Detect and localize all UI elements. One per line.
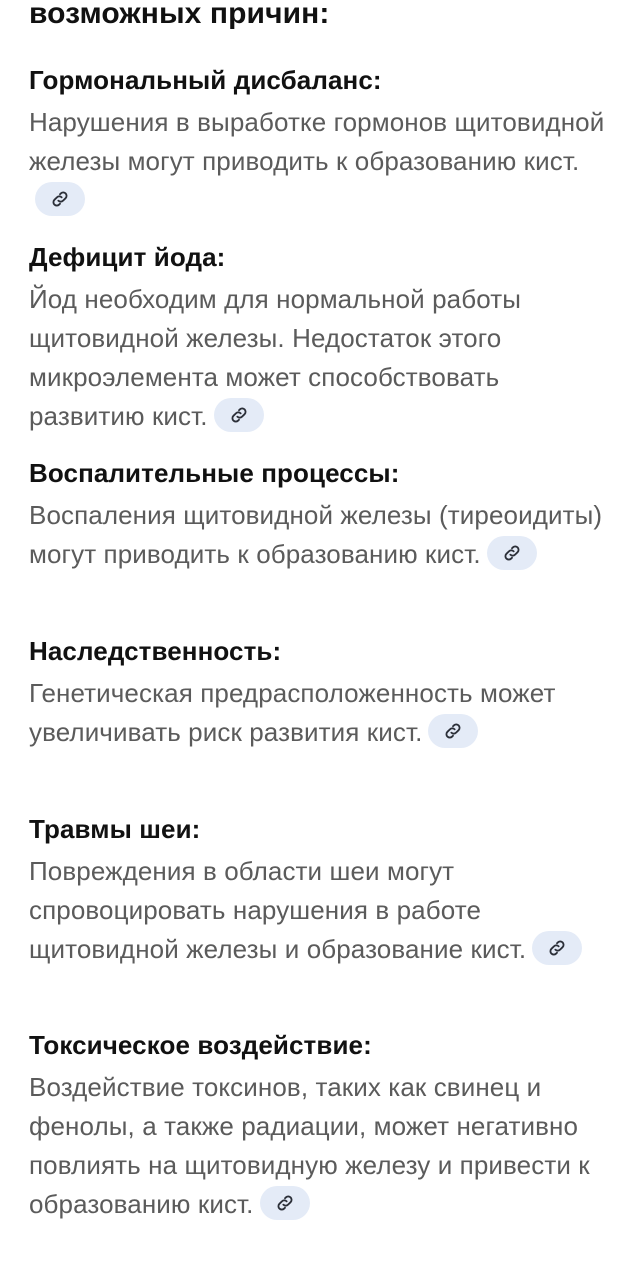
cause-title: Токсическое воздействие: (29, 1030, 372, 1060)
cause-text: Йод необходим для нормальной работы щитовидной железы. Недостаток этого микроэлемента может способствовать развитию кист. (29, 284, 522, 431)
cause-text: Генетическая предрасположенность может увеличивать риск развития кист. (29, 678, 556, 747)
source-link-button[interactable] (428, 714, 478, 748)
cause-title: Травмы шеи: (29, 814, 201, 844)
cause-title: Наследственность: (29, 636, 282, 666)
link-icon (229, 405, 249, 425)
cause-text: Нарушения в выработке гормонов щитовидной железы могут приводить к образованию кист. (29, 107, 605, 176)
cause-description (29, 103, 614, 220)
cause-text: Воздействие токсинов, таких как свинец и фенолы, а также радиации, может негативно повлиять на щитовидную железу и привести к образованию кист. (29, 1072, 590, 1219)
link-icon (50, 189, 70, 209)
cause-description (29, 1068, 614, 1224)
cause-item-inflammation (29, 456, 614, 574)
cause-title: Гормональный дисбаланс: (29, 65, 382, 95)
cause-title: Воспалительные процессы: (29, 458, 400, 488)
source-link-button[interactable] (487, 536, 537, 570)
source-link-button[interactable] (35, 182, 85, 216)
link-icon (547, 938, 567, 958)
cause-text: Воспаления щитовидной железы (тиреоидиты) могут приводить к образованию кист. (29, 500, 603, 569)
cause-text: Повреждения в области шеи могут спровоцировать нарушения в работе щитовидной железы и образование кист. (29, 856, 527, 964)
cause-item-neck-trauma (29, 812, 614, 969)
source-link-button[interactable] (260, 1186, 310, 1220)
link-icon (502, 543, 522, 563)
cause-description (29, 280, 614, 436)
source-link-button[interactable] (532, 931, 582, 965)
link-icon (443, 721, 463, 741)
cause-item-iodine (29, 240, 614, 436)
cause-description (29, 674, 614, 752)
cause-description (29, 496, 614, 574)
cause-item-toxic-exposure (29, 1028, 614, 1224)
cause-title: Дефицит йода: (29, 242, 226, 272)
section-heading: возможных причин: (29, 0, 330, 30)
source-link-button[interactable] (214, 398, 264, 432)
link-icon (275, 1193, 295, 1213)
cause-item-heredity (29, 634, 614, 752)
cause-item-hormonal (29, 63, 614, 220)
cause-description (29, 852, 614, 969)
